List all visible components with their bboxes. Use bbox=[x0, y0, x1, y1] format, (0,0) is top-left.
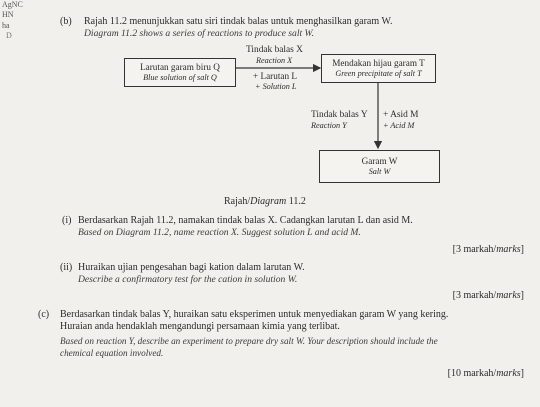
question-ii-marks bbox=[453, 290, 524, 301]
box-salt-q-label-en: Blue solution of salt Q bbox=[143, 73, 217, 82]
part-b-text-en: Diagram 11.2 shows a series of reactions to produce salt W. bbox=[84, 28, 315, 39]
reaction-x-label-ms: Tindak balas X bbox=[246, 45, 303, 55]
diagram-caption bbox=[224, 196, 306, 207]
question-i-marks-end: ] bbox=[520, 244, 524, 255]
solution-l-label-en: + Solution L bbox=[255, 82, 297, 91]
caption-ms: Rajah/ bbox=[224, 196, 251, 207]
part-c-text-en-1: Based on reaction Y, describe an experiment to prepare dry salt W. Your description should include the bbox=[60, 336, 438, 346]
question-ii-marks-ms: [3 markah/ bbox=[452, 290, 497, 301]
margin-fragment-4: D bbox=[6, 31, 12, 40]
reaction-y-label-ms: Tindak balas Y bbox=[311, 110, 368, 120]
reaction-x-label-en: Reaction X bbox=[256, 56, 293, 65]
box-salt-t-label-ms: Mendakan hijau garam T bbox=[332, 58, 425, 68]
margin-fragment-2: HN bbox=[2, 10, 14, 19]
part-c-marks bbox=[448, 368, 524, 379]
question-i-label: (i) bbox=[62, 215, 72, 226]
part-c-text-ms-1: Berdasarkan tindak balas Y, huraikan satu eksperimen untuk menyediakan garam W yang kering. bbox=[60, 309, 449, 320]
acid-m-label-ms: + Asid M bbox=[383, 110, 419, 120]
question-i-marks bbox=[453, 244, 524, 255]
question-i-text-en: Based on Diagram 11.2, name reaction X. Suggest solution L and acid M. bbox=[78, 227, 361, 238]
part-c-text-en-2: chemical equation involved. bbox=[60, 348, 164, 358]
box-salt-q-label-ms: Larutan garam biru Q bbox=[140, 62, 220, 72]
part-c-label: (c) bbox=[38, 309, 50, 320]
question-ii-text-en: Describe a confirmatory test for the cation in solution W. bbox=[78, 274, 298, 285]
margin-fragment-1: AgNC bbox=[2, 0, 23, 9]
box-salt-q bbox=[124, 58, 236, 87]
margin-fragment-3: ha bbox=[2, 21, 10, 30]
box-salt-w-label-ms: Garam W bbox=[361, 156, 398, 166]
box-salt-w bbox=[319, 150, 440, 183]
part-c-text-ms-2: Huraian anda hendaklah mengandungi persamaan kimia yang terlibat. bbox=[60, 321, 340, 332]
question-ii-text-ms: Huraikan ujian pengesahan bagi kation dalam larutan W. bbox=[78, 262, 305, 273]
question-i-marks-en: marks bbox=[496, 244, 521, 255]
part-c-marks-ms: [10 markah/ bbox=[447, 368, 497, 379]
part-c-marks-en: marks bbox=[496, 368, 521, 379]
box-salt-w-label-en: Salt W bbox=[368, 167, 391, 176]
question-i-text-ms: Berdasarkan Rajah 11.2, namakan tindak balas X. Cadangkan larutan L dan asid M. bbox=[78, 215, 413, 226]
solution-l-label-ms: + Larutan L bbox=[253, 71, 297, 81]
caption-en: Diagram bbox=[250, 196, 287, 207]
question-ii-label: (ii) bbox=[60, 262, 73, 273]
reaction-y-label-en: Reaction Y bbox=[311, 121, 347, 130]
question-ii-marks-end: ] bbox=[520, 290, 524, 301]
acid-m-label-en: + Acid M bbox=[383, 121, 415, 130]
question-ii-marks-en: marks bbox=[496, 290, 521, 301]
part-b-text-ms: Rajah 11.2 menunjukkan satu siri tindak balas untuk menghasilkan garam W. bbox=[84, 16, 393, 27]
caption-number: 11.2 bbox=[286, 196, 306, 207]
part-c-marks-end: ] bbox=[520, 368, 524, 379]
box-salt-t-label-en: Green precipitate of salt T bbox=[335, 69, 422, 78]
part-b-label: (b) bbox=[60, 16, 72, 27]
box-salt-t bbox=[321, 54, 436, 83]
question-i-marks-ms: [3 markah/ bbox=[452, 244, 497, 255]
